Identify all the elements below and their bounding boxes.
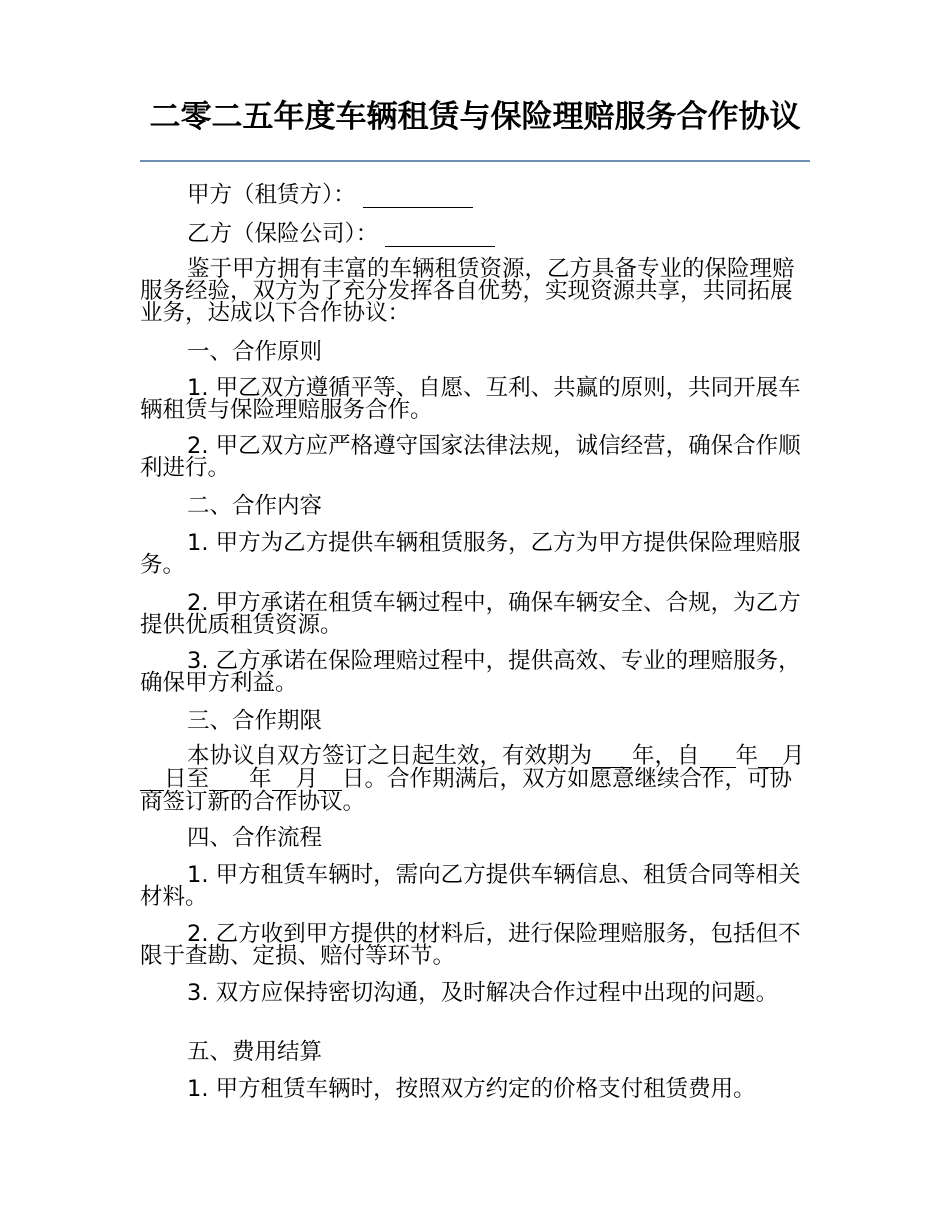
start-month-blank: [758, 745, 782, 768]
title-underline-divider: [140, 160, 810, 162]
term-text-year-from: 年，自: [632, 743, 700, 769]
term-text-end: 日。合作期满后，双方如愿意继续合作，可协商签订新的合作协议。: [140, 766, 793, 815]
section-4-item-2: 2. 乙方收到甲方提供的材料后，进行保险理赔服务，包括但不限于查勘、定损、赔付等环节。: [140, 921, 801, 969]
party-a-blank: [363, 183, 473, 208]
term-text-year-2: 年: [249, 766, 272, 792]
party-a-label: 甲方（租赁方）：: [187, 182, 356, 208]
section-2-item-1: 1. 甲方为乙方提供车辆租赁服务，乙方为甲方提供保险理赔服务。: [140, 530, 801, 578]
section-4-item-1: 1. 甲方租赁车辆时，需向乙方提供车辆信息、租赁合同等相关材料。: [140, 862, 801, 910]
section-2-item-3: 3. 乙方承诺在保险理赔过程中，提供高效、专业的理赔服务，确保甲方利益。: [140, 648, 801, 696]
section-4-heading: 四、合作流程: [187, 825, 323, 851]
party-a-line: [187, 183, 473, 208]
party-b-line: [187, 222, 495, 247]
party-b-label: 乙方（保险公司）：: [187, 221, 379, 247]
section-2-item-2: 2. 甲方承诺在租赁车辆过程中，确保车辆安全、合规，为乙方提供优质租赁资源。: [140, 590, 801, 638]
section-2-heading: 二、合作内容: [187, 493, 323, 519]
section-1-item-2: 2. 甲乙双方应严格遵守国家法律法规，诚信经营，确保合作顺利进行。: [140, 433, 801, 481]
section-5-heading: 五、费用结算: [187, 1039, 323, 1065]
term-years-blank: [592, 745, 632, 768]
party-b-blank: [385, 222, 495, 247]
term-text-start: 本协议自双方签订之日起生效，有效期为: [187, 743, 593, 769]
document-title: 二零二五年度车辆租赁与保险理赔服务合作协议: [149, 99, 801, 135]
end-month-blank: [272, 768, 296, 791]
start-day-blank: [140, 768, 164, 791]
section-3-paragraph: [140, 745, 812, 813]
section-3-heading: 三、合作期限: [187, 708, 323, 734]
start-year-blank: [700, 745, 736, 768]
end-day-blank: [318, 768, 342, 791]
section-5-item-1: 1. 甲方租赁车辆时，按照双方约定的价格支付租赁费用。: [187, 1076, 756, 1102]
section-1-heading: 一、合作原则: [187, 339, 323, 365]
preamble-paragraph: 鉴于甲方拥有丰富的车辆租赁资源，乙方具备专业的保险理赔服务经验，双方为了充分发挥各自优势，实现资源共享，共同拓展业务，达成以下合作协议：: [140, 256, 795, 326]
term-text-month-1: 月: [782, 743, 805, 769]
section-1-item-1: 1. 甲乙双方遵循平等、自愿、互利、共赢的原则，共同开展车辆租赁与保险理赔服务合作。: [140, 375, 801, 423]
section-4-item-3: 3. 双方应保持密切沟通，及时解决合作过程中出现的问题。: [187, 980, 779, 1006]
term-text-year-1: 年: [735, 743, 759, 769]
term-text-month-2: 月: [295, 766, 319, 792]
end-year-blank: [209, 768, 249, 791]
term-text-day-to: 日至: [164, 766, 210, 792]
